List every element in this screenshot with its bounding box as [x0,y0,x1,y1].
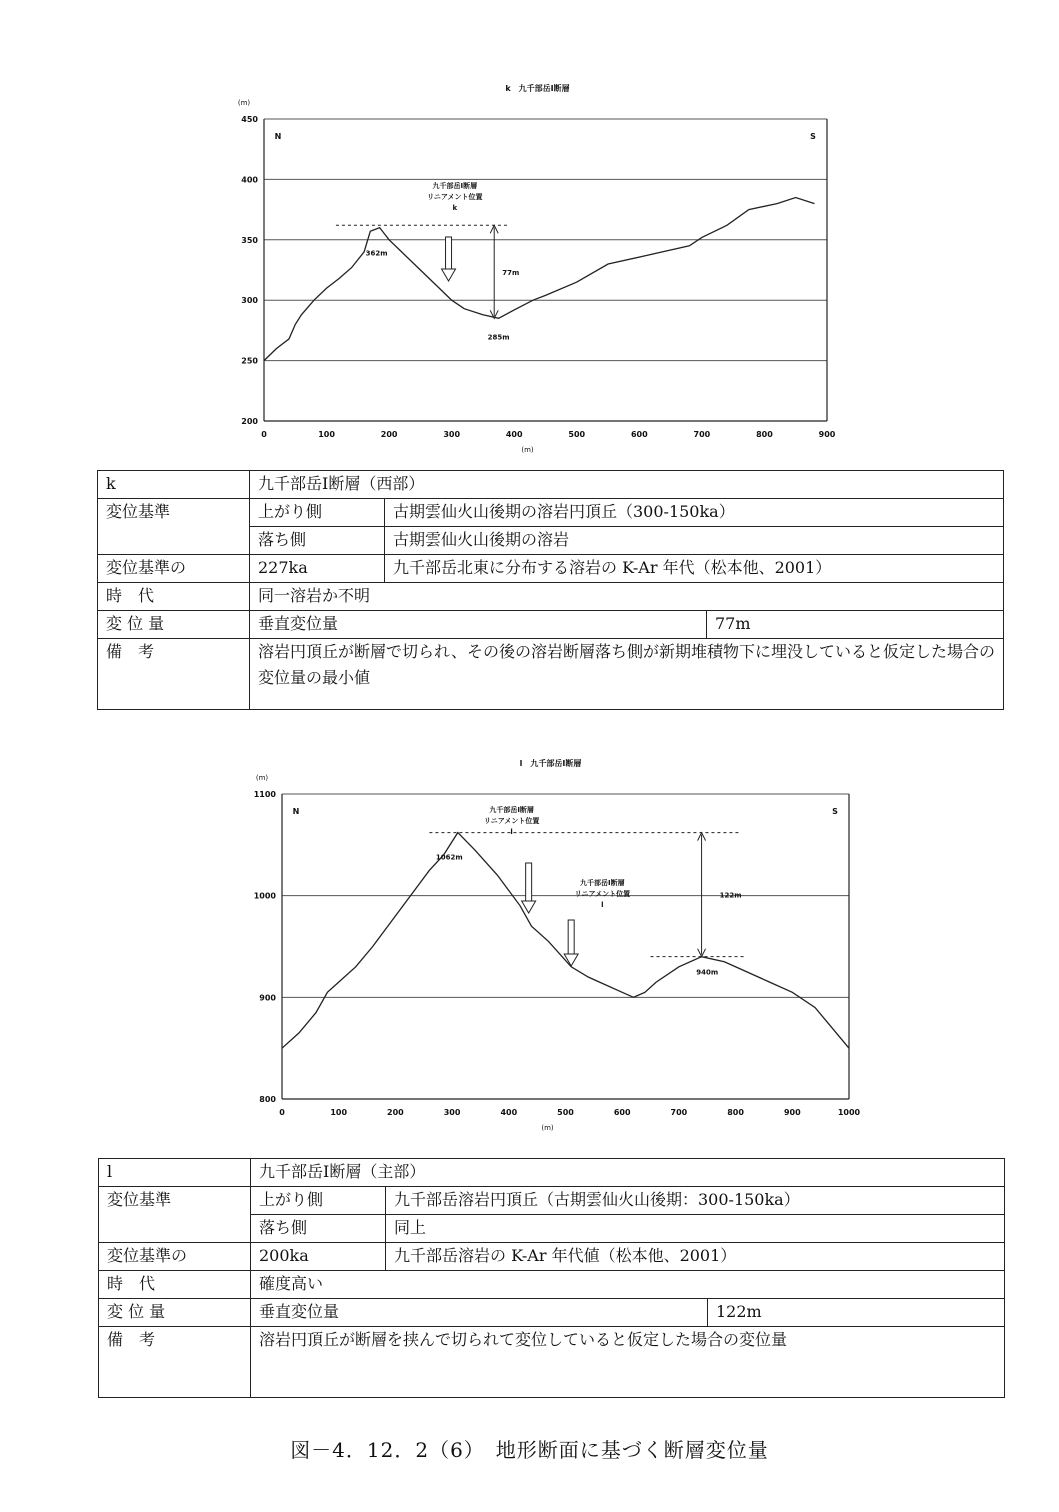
y-tick-label-1000: 1000 [253,891,276,901]
x-tick-label-900: 900 [783,1108,801,1117]
table-l-age-label-1: 変位基準の [99,1243,251,1271]
peak-elevation-label: 362m [365,249,388,258]
table-l-age-note: 九千部岳溶岩の K-Ar 年代値（松本他、2001） [386,1243,1005,1271]
chart-title: l 九千部岳Ⅰ断層 [519,759,582,768]
low-elevation-label: 285m [487,333,510,342]
table-l-age-value: 200ka [251,1243,386,1271]
x-tick-label-300: 300 [443,430,461,439]
y-tick-label-350: 350 [241,235,258,245]
peak-elevation-label: 1062m [435,853,463,862]
table-k-basis-label: 変位基準 [98,499,250,555]
lineament2-label-line-2: リニアメント位置 [574,890,631,898]
y-tick-label-400: 400 [241,175,258,185]
displacement-label: 122m [719,891,742,900]
lineament1-arrow-shaft [526,863,532,901]
x-tick-label-300: 300 [443,1108,461,1117]
x-tick-label-600: 600 [613,1108,631,1117]
x-tick-label-800: 800 [756,430,773,439]
lineament2-label-line-1: 九千部岳Ⅰ断層 [580,879,625,887]
table-l-remarks-label: 備 考 [99,1327,251,1398]
chart-l [254,758,861,1132]
x-tick-label-500: 500 [557,1108,574,1117]
x-tick-label-400: 400 [500,1108,518,1117]
x-tick-label-400: 400 [505,430,523,439]
y-tick-label-250: 250 [241,356,258,366]
table-l-age-label-2: 時 代 [99,1271,251,1299]
table-l-up-label: 上がり側 [251,1187,386,1215]
x-tick-label-600: 600 [630,430,648,439]
table-l-remarks: 溶岩円頂丘が断層を挟んで切られて変位していると仮定した場合の変位量 [251,1327,1005,1398]
table-k-remarks-label: 備 考 [98,639,250,710]
table-k-disp-label: 変 位 量 [98,611,250,639]
x-tick-label-0: 0 [261,430,267,439]
table-k-age-label-1: 変位基準の [98,555,250,583]
x-tick-label-0: 0 [279,1108,285,1117]
displacement-label: 77m [502,268,520,277]
lineament-label-line-2: リニアメント位置 [427,193,483,201]
direction-north: N [274,132,282,141]
low-elevation-label: 940m [696,968,719,977]
table-l-name: 九千部岳Ⅰ断層（主部） [251,1159,1005,1187]
terrain-profile-line [264,198,815,361]
lineament2-arrow-head [564,954,578,966]
x-tick-label-500: 500 [568,430,586,439]
lineament1-label-line-3: l [510,828,513,836]
terrain-profile-line [282,833,849,1049]
x-tick-label-800: 800 [727,1108,744,1117]
table-l-basis-label: 変位基準 [99,1187,251,1243]
chart-title: k 九千部岳Ⅰ断層 [505,84,570,93]
table-l-down-value: 同上 [386,1215,1005,1243]
table-k-up-label: 上がり側 [250,499,385,527]
chart-k [238,83,836,454]
figure-caption: 図－4．12．2（6） 地形断面に基づく断層変位量 [290,1438,769,1462]
lineament1-label-line-1: 九千部岳Ⅰ断層 [489,806,534,814]
x-tick-label-100: 100 [330,1108,348,1117]
table-k-name: 九千部岳Ⅰ断層（西部） [250,471,1004,499]
y-tick-label-800: 800 [259,1095,276,1104]
table-k-age-comment: 同一溶岩か不明 [250,583,1004,611]
x-tick-label-200: 200 [380,430,398,439]
table-l-disp-type: 垂直変位量 [251,1299,708,1327]
y-tick-label-200: 200 [241,417,258,426]
y-tick-label-450: 450 [241,115,258,124]
table-l-id: l [99,1159,251,1187]
table-k-disp-type: 垂直変位量 [250,611,707,639]
table-l-disp-value: 122m [708,1299,1005,1327]
x-tick-label-200: 200 [387,1108,404,1117]
table-k-remarks: 溶岩円頂丘が断層で切られ、その後の溶岩断層落ち側が新期堆積物下に埋没していると仮定した場合の変位量の最小値 [250,639,1004,710]
lineament2-arrow-shaft [568,920,574,954]
lineament-label-line-3: k [452,204,458,212]
x-axis-unit: (m) [521,446,534,454]
y-axis-unit: (m) [255,774,269,782]
table-l-up-value: 九千部岳溶岩円頂丘（古期雲仙火山後期：300-150ka） [386,1187,1005,1215]
table-l-down-label: 落ち側 [251,1215,386,1243]
table-k-age-value: 227ka [250,555,385,583]
table-l-disp-label: 変 位 量 [99,1299,251,1327]
x-tick-label-700: 700 [670,1108,688,1117]
table-k-down-label: 落ち側 [250,527,385,555]
table-k-age-note: 九千部岳北東に分布する溶岩の K-Ar 年代（松本他、2001） [385,555,1004,583]
table-k-up-value: 古期雲仙火山後期の溶岩円頂丘（300-150ka） [385,499,1004,527]
lineament-arrow-shaft [446,237,452,269]
x-tick-label-900: 900 [818,430,836,439]
table-k-down-value: 古期雲仙火山後期の溶岩 [385,527,1004,555]
y-tick-label-1100: 1100 [253,790,276,799]
direction-south: S [810,132,816,141]
x-tick-label-1000: 1000 [837,1108,861,1117]
table-l [98,1158,1005,1398]
lineament2-label-line-3: l [601,901,604,909]
lineament-arrow-head [442,269,456,281]
x-tick-label-700: 700 [693,430,711,439]
table-l-age-comment: 確度高い [251,1271,1005,1299]
direction-north: N [292,807,300,816]
lineament-label-line-1: 九千部岳Ⅰ断層 [432,182,478,190]
table-k [97,470,1004,710]
lineament1-label-line-2: リニアメント位置 [483,817,540,825]
table-k-age-label-2: 時 代 [98,583,250,611]
direction-south: S [832,807,838,816]
table-k-disp-value: 77m [707,611,1004,639]
y-tick-label-300: 300 [241,296,258,306]
y-tick-label-900: 900 [259,993,276,1003]
x-axis-unit: (m) [541,1124,554,1132]
x-tick-label-100: 100 [318,430,335,439]
y-axis-unit: (m) [237,99,251,107]
table-k-id: k [98,471,250,499]
